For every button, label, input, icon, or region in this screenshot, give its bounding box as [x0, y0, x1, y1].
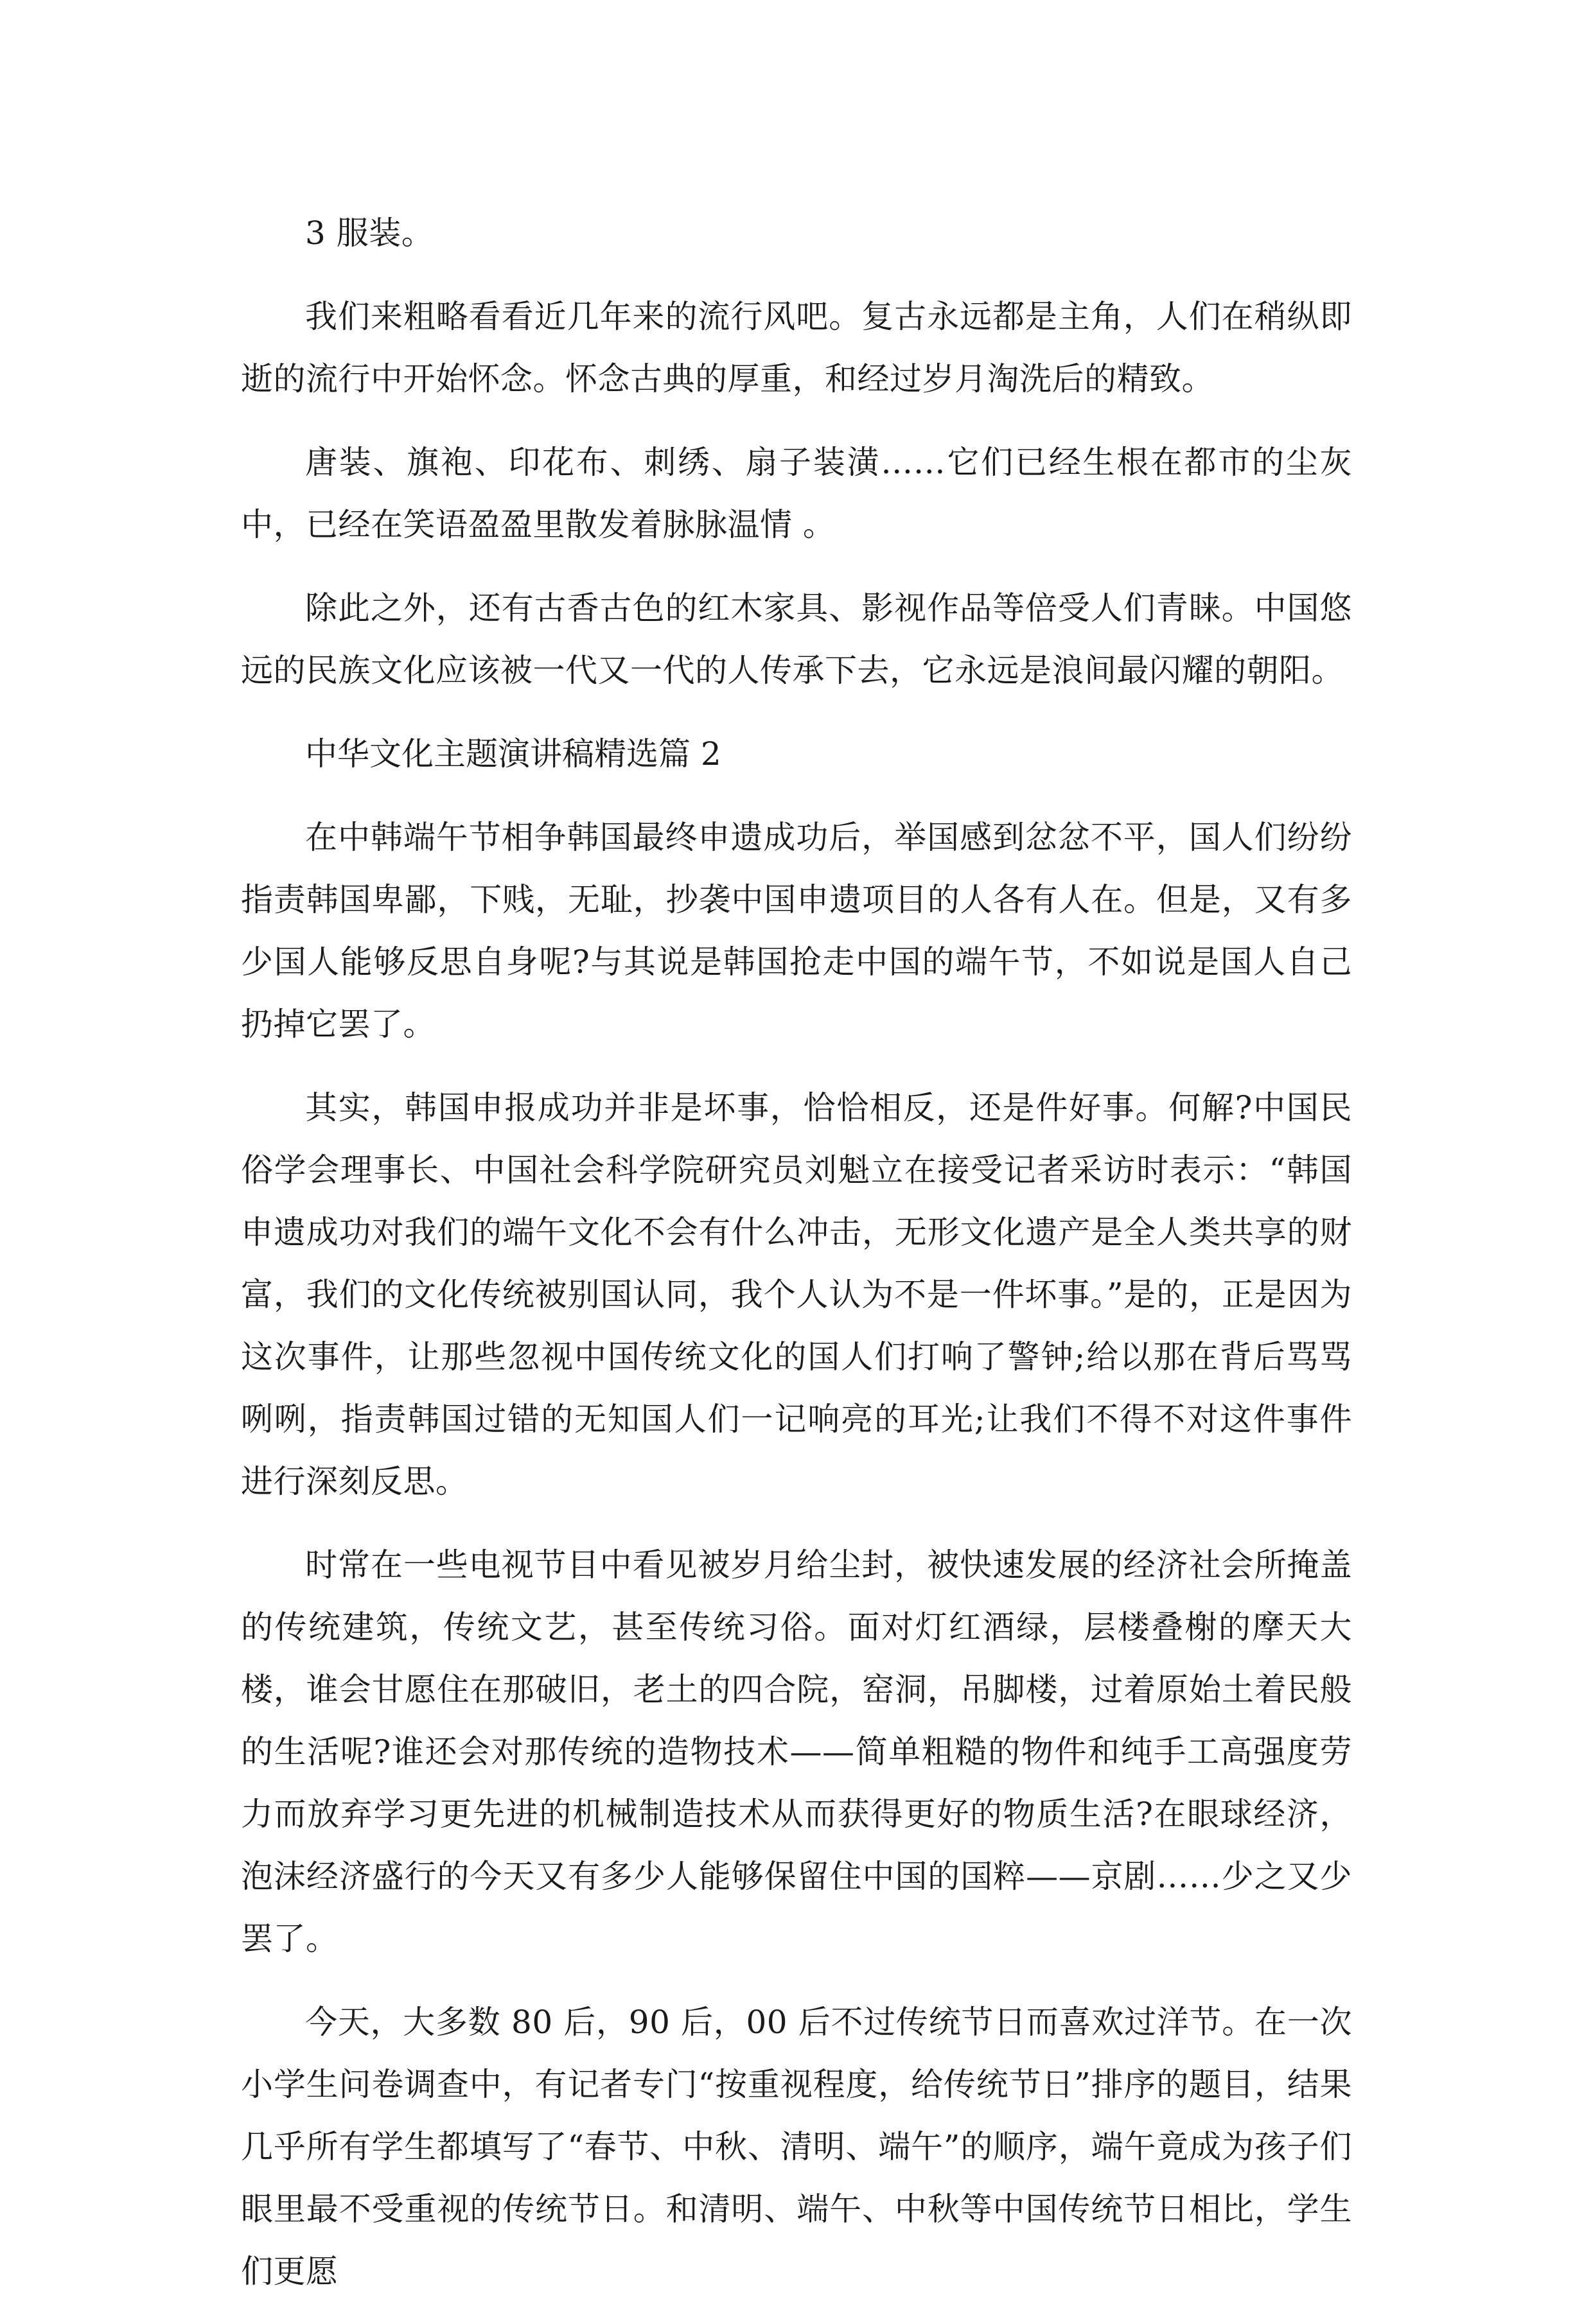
paragraph-expert-opinion: 其实，韩国申报成功并非是坏事，恰恰相反，还是件好事。何解?中国民俗学会理事长、中国社会科学院研究员刘魁立在接受记者采访时表示：“韩国申遗成功对我们的端午文化不会有什么冲击，无形文化遗产是全人类共享的财富，我们的文化传统被别国认同，我个人认为不是一件坏事。”是的，正是因为这次事件，让那些忽视中国传统文化的国人们打响了警钟;给以那在背后骂骂咧咧，指责韩国过错的无知国人们一记响亮的耳光;让我们不得不对这件事件进行深刻反思。 — [241, 1089, 1352, 1500]
paragraph-tang-suit: 唐装、旗袍、印花布、刺绣、扇子装潢……它们已经生根在都市的尘灰中，已经在笑语盈盈里散发着脉脉温情 。 — [241, 444, 1352, 543]
paragraph-clothing-heading: 3 服装。 — [305, 214, 434, 252]
paragraph-culture-heritage: 除此之外，还有古香古色的红木家具、影视作品等倍受人们青睐。中国悠远的民族文化应该被一代又一代的人传承下去，它永远是浪间最闪耀的朝阳。 — [241, 590, 1352, 689]
document-page — [241, 202, 1352, 2324]
section-title: 中华文化主题演讲稿精选篇 2 — [305, 735, 721, 773]
paragraph-student-survey: 今天，大多数 80 后，90 后，00 后不过传统节日而喜欢过洋节。在一次小学生问卷调查中，有记者专门“按重视程度，给传统节日”排序的题目，结果几乎所有学生都填写了“春节、中秋、清明、端午”的顺序，端午竟成为孩子们眼里最不受重视的传统节日。和清明、端午、中秋等中国传统节日相比，学生们更愿 — [241, 2004, 1352, 2290]
paragraph-retro-trend: 我们来粗略看看近几年来的流行风吧。复古永远都是主角，人们在稍纵即逝的流行中开始怀念。怀念古典的厚重，和经过岁月淘洗后的精致。 — [241, 298, 1352, 398]
paragraph-traditional-architecture: 时常在一些电视节目中看见被岁月给尘封，被快速发展的经济社会所掩盖的传统建筑，传统文艺，甚至传统习俗。面对灯红酒绿，层楼叠榭的摩天大楼，谁会甘愿住在那破旧，老土的四合院，窑洞，吊脚楼，过着原始土着民般的生活呢?谁还会对那传统的造物技术——简单粗糙的物件和纯手工高强度劳力而放弃学习更先进的机械制造技术从而获得更好的物质生活?在眼球经济，泡沫经济盛行的今天又有多少人能够保留住中国的国粹——京剧……少之又少罢了。 — [241, 1546, 1352, 1957]
paragraph-dragon-boat-dispute: 在中韩端午节相争韩国最终申遗成功后，举国感到忿忿不平，国人们纷纷指责韩国卑鄙，下贱，无耻，抄袭中国申遗项目的人各有人在。但是，又有多少国人能够反思自身呢?与其说是韩国抢走中国的端午节，不如说是国人自己扔掉它罢了。 — [241, 819, 1352, 1043]
